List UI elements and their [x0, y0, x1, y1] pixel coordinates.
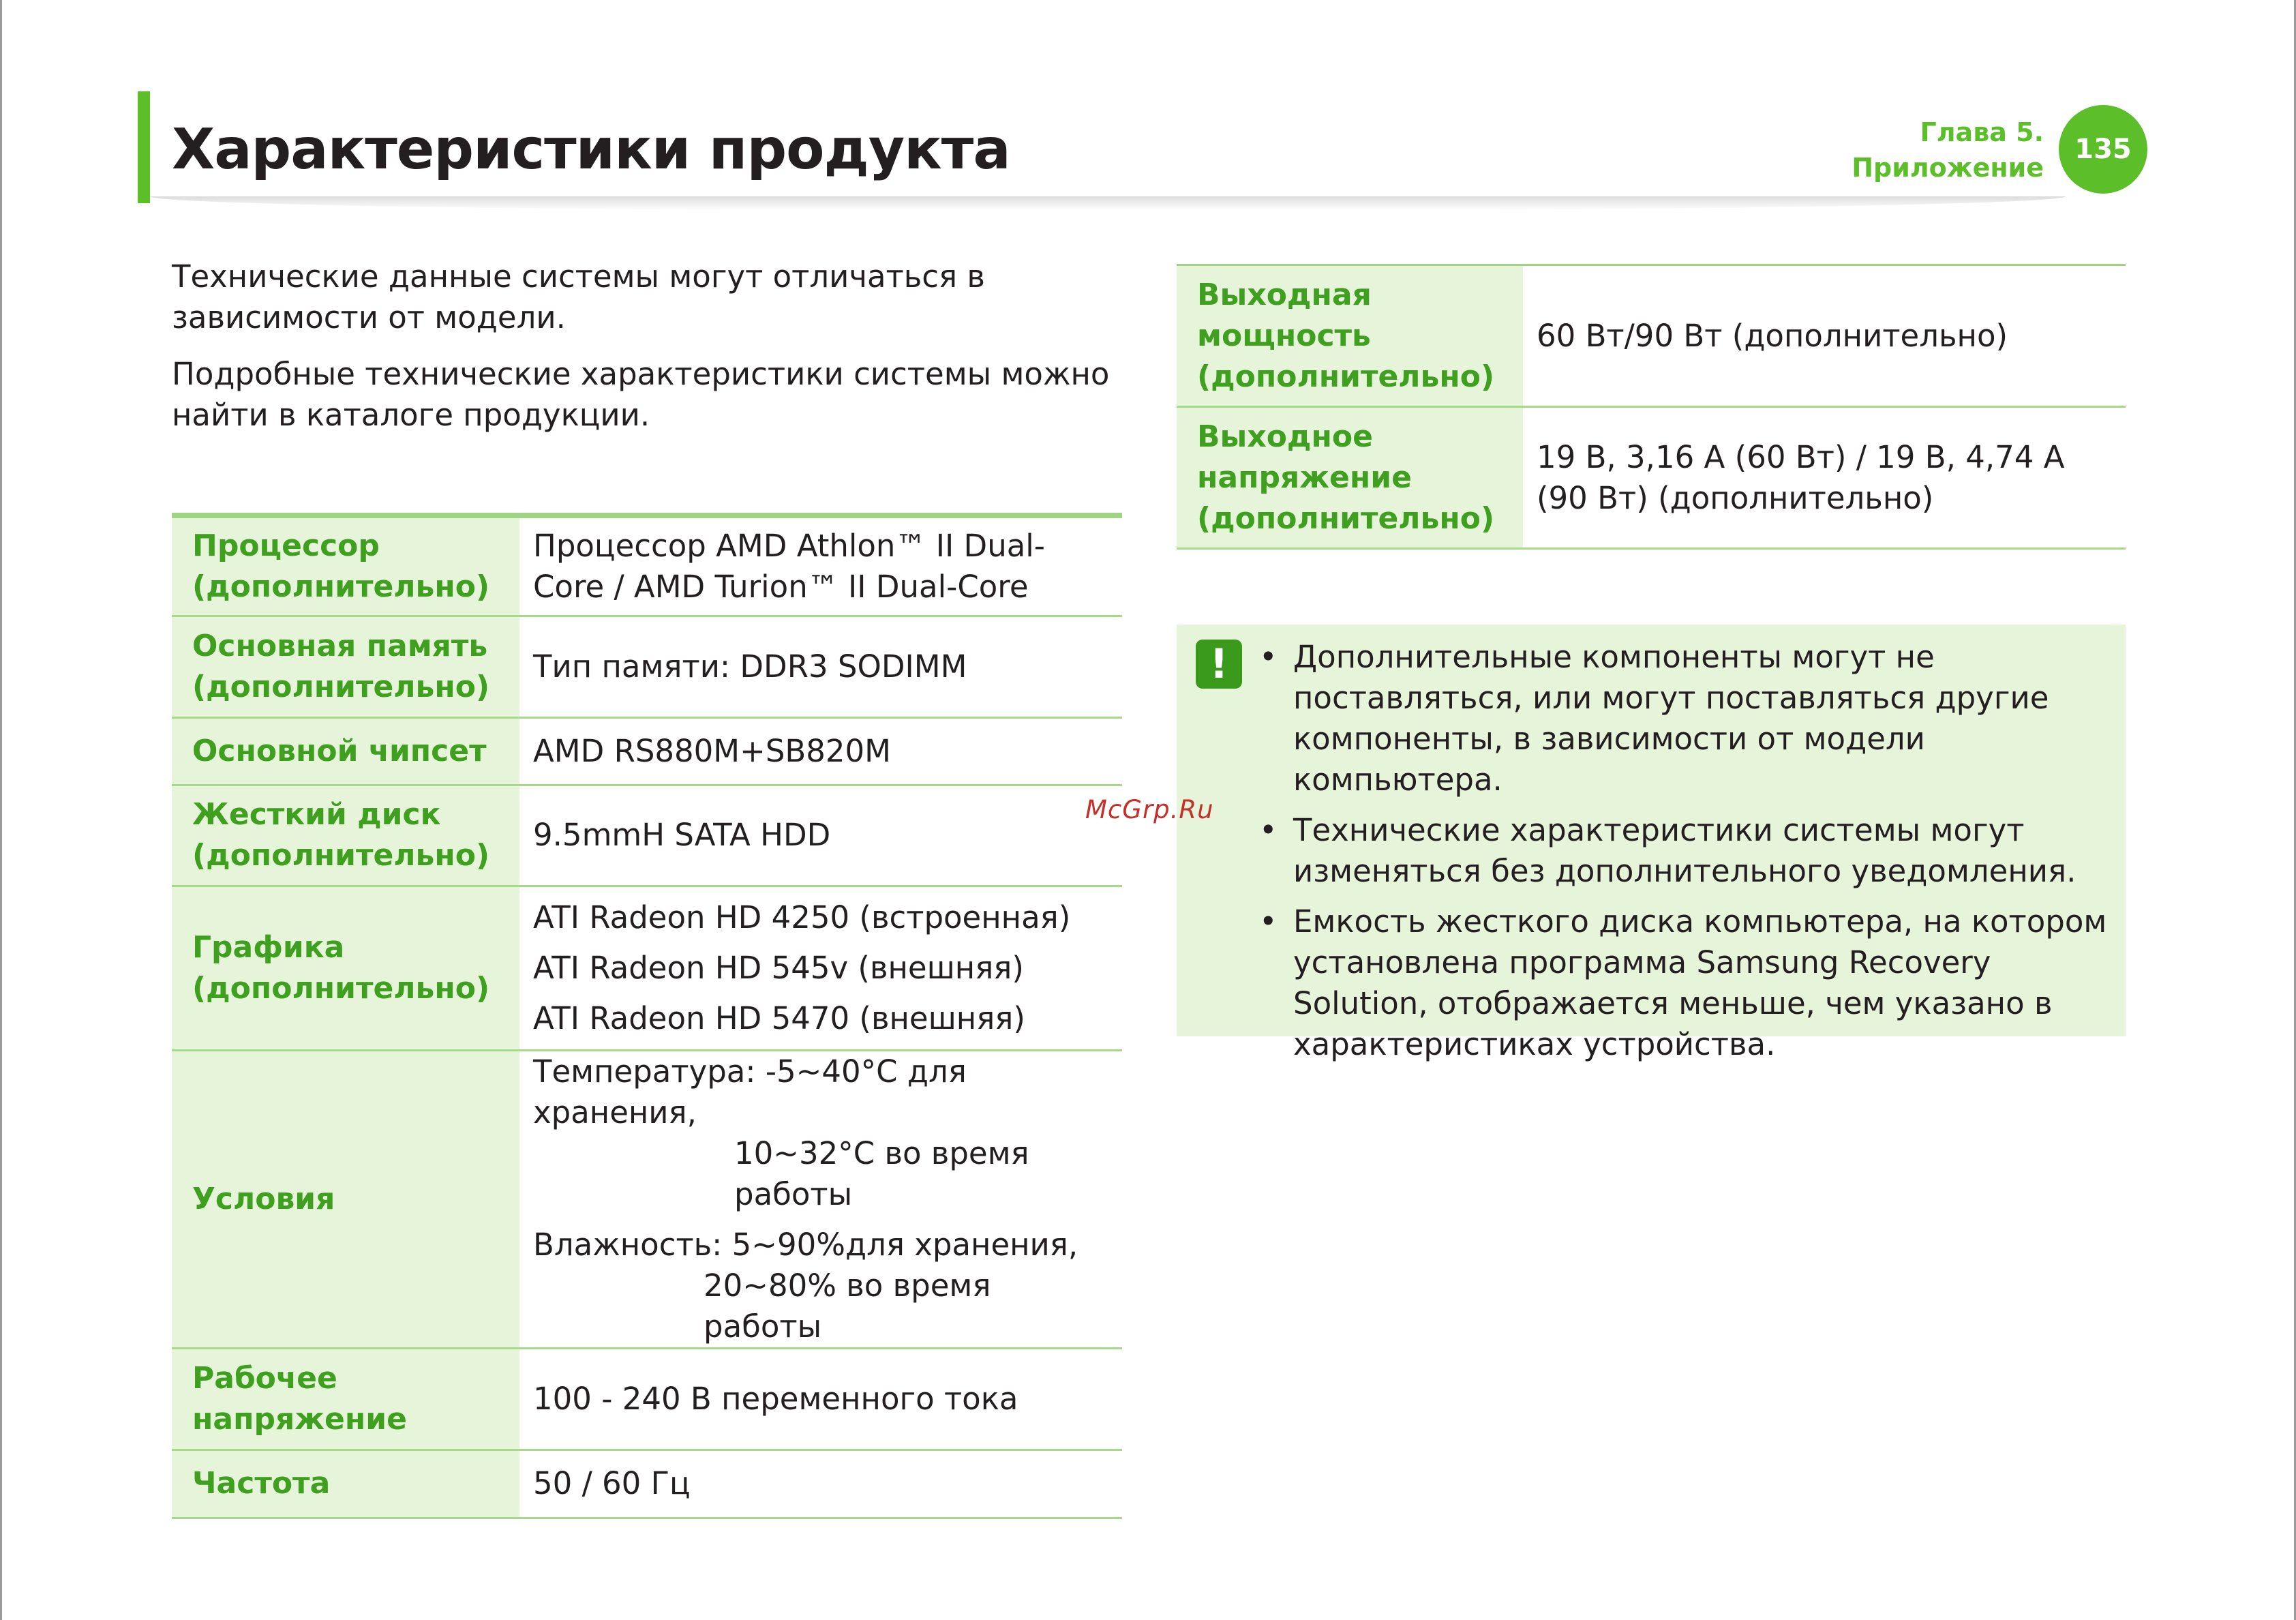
spec-value: Процессор AMD Athlon™ II Dual-Core / AMD Turion™ II Dual-Core [533, 527, 1046, 605]
intro-paragraph: Подробные технические характеристики системы можно найти в каталоге продукции. [172, 356, 1110, 433]
spec-value: AMD RS880M+SB820M [533, 732, 891, 769]
page-edge-left [0, 0, 2, 1620]
spec-table-main [172, 513, 1122, 1519]
spec-row-voltage [172, 1348, 1122, 1450]
spec-value: 9.5mmH SATA HDD [533, 817, 831, 853]
spec-label: Частота [172, 1450, 519, 1518]
graphics-option: ATI Radeon HD 4250 (встроенная) [533, 899, 1071, 935]
spec-label: Жесткий диск (дополнительно) [172, 785, 519, 886]
note-item: • Технические характеристики системы могут изменяться без дополнительного уведомления. [1259, 810, 2108, 892]
spec-label: Основная память (дополнительно) [172, 616, 519, 717]
chapter-label [1852, 115, 2044, 185]
spec-row-chipset [172, 717, 1122, 785]
note-box [1177, 625, 2126, 1062]
note-list [1259, 637, 2108, 1075]
note-item: • Дополнительные компоненты могут не поставляться, или могут поставляться другие компоненты, в зависимости от модели компьютера. [1259, 637, 2108, 800]
spec-row-graphics [172, 886, 1122, 1050]
humidity-line: Влажность: 5~90%для хранения, [533, 1226, 1078, 1263]
title-divider [150, 196, 2066, 211]
spec-row-output-power [1177, 265, 2126, 407]
exclamation-icon: ! [1196, 640, 1242, 689]
spec-label: Условия [172, 1050, 519, 1348]
spec-table-power [1177, 264, 2126, 550]
spec-value: 60 Вт/90 Вт (дополнительно) [1537, 317, 2008, 354]
spec-label: Графика (дополнительно) [172, 886, 519, 1050]
spec-value [519, 886, 1122, 1050]
chapter-title: Приложение [1852, 153, 2044, 183]
title-accent-bar [138, 91, 150, 203]
note-item: • Емкость жесткого диска компьютера, на котором установлена программа Samsung Recovery Solution, отображается меньше, чем указано в характеристиках устройства. [1259, 901, 2108, 1065]
graphics-option: ATI Radeon HD 545v (внешняя) [533, 949, 1024, 986]
spec-label: Выходная мощность (дополнительно) [1177, 265, 1523, 407]
humidity-line: 20~80% во время работы [704, 1267, 991, 1345]
page-number-badge: 135 [2059, 105, 2147, 194]
spec-value [519, 1050, 1122, 1348]
watermark: McGrp.Ru [1085, 795, 1214, 824]
spec-row-conditions [172, 1050, 1122, 1348]
spec-label: Выходное напряжение (дополнительно) [1177, 407, 1523, 549]
spec-label: Основной чипсет [172, 717, 519, 785]
spec-label: Процессор (дополнительно) [172, 515, 519, 616]
page-title: Характеристики продукта [172, 117, 1010, 182]
spec-value: 19 В, 3,16 А (60 Вт) / 19 В, 4,74 А (90 Вт) (дополнительно) [1537, 438, 2065, 516]
spec-label: Рабочее напряжение [172, 1348, 519, 1450]
spec-row-output-voltage [1177, 407, 2126, 549]
spec-row-hdd [172, 785, 1122, 886]
spec-row-memory [172, 616, 1122, 717]
spec-row-processor [172, 515, 1122, 616]
temperature-line: 10~32°C во время работы [734, 1135, 1029, 1212]
spec-value: 100 - 240 В переменного тока [533, 1380, 1018, 1417]
spec-row-frequency [172, 1450, 1122, 1518]
intro-paragraph: Технические данные системы могут отличаться в зависимости от модели. [172, 258, 985, 335]
graphics-option: ATI Radeon HD 5470 (внешняя) [533, 1000, 1025, 1036]
temperature-line: Температура: -5~40°C для хранения, [533, 1053, 967, 1130]
spec-value: Тип памяти: DDR3 SODIMM [533, 648, 967, 685]
spec-value: 50 / 60 Гц [533, 1465, 691, 1501]
intro-text [172, 256, 1126, 451]
chapter-number: Глава 5. [1920, 117, 2044, 147]
